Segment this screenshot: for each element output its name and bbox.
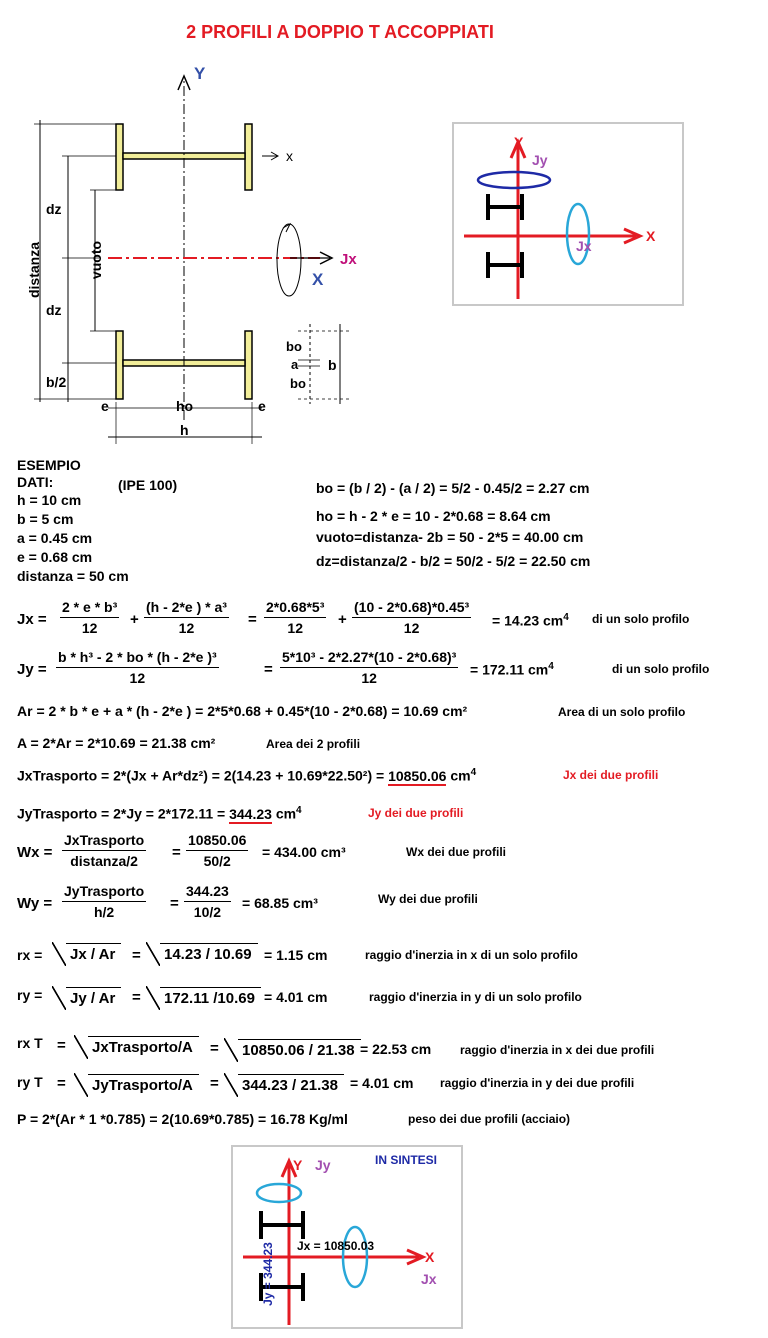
ry-sqrt-2: 172.11 /10.69 xyxy=(160,987,261,1007)
calc-ho: ho = h - 2 * e = 10 - 2*0.68 = 8.64 cm xyxy=(316,508,551,524)
jx-formula-label: Jx = xyxy=(17,611,47,628)
jyt-note: Jy dei due profili xyxy=(368,806,464,820)
jxt-formula: JxTrasporto = 2*(Jx + Ar*dz²) = 2(14.23 + 10.69*22.50²) = 10850.06 $cm^4$ xyxy=(17,767,477,784)
y-axis-label: Y xyxy=(194,64,206,83)
inset-jx-label: Jx xyxy=(576,238,592,254)
top-profile-flange-left xyxy=(116,124,123,190)
b-label: b xyxy=(328,357,337,373)
top-profile-flange-right xyxy=(245,124,252,190)
jx-result: = 14.23 $cm^4$ xyxy=(492,612,569,629)
summary-heading: IN SINTESI xyxy=(375,1153,438,1167)
summary-y-label: Y xyxy=(293,1157,303,1173)
summary-jy-label: Jy xyxy=(315,1157,331,1173)
ry-note: raggio d'inerzia in y di un solo profilo xyxy=(369,990,582,1004)
rxt-result: = 22.53 cm xyxy=(360,1041,432,1057)
calc-dz: dz=distanza/2 - b/2 = 50/2 - 5/2 = 22.50 cm xyxy=(316,553,591,569)
inset-jx-rotation-icon xyxy=(567,204,589,264)
ryt-result: = 4.01 cm xyxy=(350,1075,414,1091)
jy-formula-label: Jy = xyxy=(17,661,47,678)
jx-fraction-3: $\frac{\text{2*0.68*5³}}{12}$ xyxy=(266,599,325,636)
rx-result: = 1.15 cm xyxy=(264,947,328,963)
h-label: h xyxy=(180,422,189,438)
summary-x-label: X xyxy=(425,1249,435,1265)
wx-fraction-1: JxTrasporto distanza/2 xyxy=(64,832,145,869)
bo-top-label: bo xyxy=(286,339,302,354)
summary-jx-value: Jx = 10850.03 xyxy=(297,1239,375,1253)
e-right-label: e xyxy=(258,398,266,414)
rxt-sqrt-1: JxTrasporto/A xyxy=(88,1036,199,1056)
p-note: peso dei due profili (acciaio) xyxy=(408,1112,571,1126)
dati-heading: DATI: xyxy=(17,474,54,490)
rx-formula-label: rx = xyxy=(17,947,43,963)
wx-note: Wx dei due profili xyxy=(406,845,507,859)
distanza-label: distanza xyxy=(26,242,42,299)
ar-formula: Ar = 2 * b * e + a * (h - 2*e ) = 2*5*0.68 + 0.45*(10 - 2*0.68) = 10.69 cm² xyxy=(17,703,468,719)
wx-fraction-2: $\frac{10850.06}{50/2}$ xyxy=(188,832,247,869)
wy-formula-label: Wy = xyxy=(17,895,53,912)
a-formula: A = 2*Ar = 2*10.69 = 21.38 cm² xyxy=(17,735,216,751)
jx-fraction-2: $\frac{\text{(h - 2*e ) * a³}}{12}$ xyxy=(146,599,227,636)
ry-formula-label: ry = xyxy=(17,987,43,1003)
inset-jy-label: Jy xyxy=(532,152,548,168)
ho-label: ho xyxy=(176,398,194,414)
data-b: b = 5 cm xyxy=(17,511,74,527)
jx-note: di un solo profilo xyxy=(592,612,690,626)
jx-label: Jx xyxy=(340,251,357,268)
axes-inset xyxy=(452,122,684,306)
wy-fraction-2: $\frac{344.23}{10/2}$ xyxy=(186,883,229,920)
ryt-note: raggio d'inerzia in y dei due profili xyxy=(440,1076,635,1090)
jy-result: = 172.11 $cm^4$ xyxy=(470,661,554,678)
summary-jy-rotation-icon xyxy=(257,1184,301,1202)
bottom-profile-flange-right xyxy=(245,331,252,399)
summary-inset xyxy=(231,1145,463,1329)
jy-note: di un solo profilo xyxy=(612,662,710,676)
rxt-sqrt-2: 10850.06 / 21.38 xyxy=(238,1039,361,1059)
wy-fraction-1: JyTrasporto h/2 xyxy=(64,883,145,920)
a-label: a xyxy=(291,357,299,372)
jy-fraction-1: $\frac{\text{b * h³ - 2 * bo * (h - 2*e )³}}{12}$ xyxy=(58,649,217,686)
rxt-formula-label: rx T xyxy=(17,1035,43,1051)
jx-fraction-1: $\frac{\text{2 * e * b³}}{12}$ xyxy=(62,599,118,636)
wy-note: Wy dei due profili xyxy=(378,892,478,906)
rx-sqrt-2: 14.23 / 10.69 xyxy=(160,943,258,963)
rx-note: raggio d'inerzia in x di un solo profilo xyxy=(365,948,578,962)
x-small-label: x xyxy=(286,148,293,164)
p-formula: P = 2*(Ar * 1 *0.785) = 2(10.69*0.785) = 16.78 Kg/ml xyxy=(17,1111,348,1127)
inset-jy-rotation-icon xyxy=(478,172,550,188)
inset-x-label: X xyxy=(646,228,656,244)
rx-sqrt-1: Jx / Ar xyxy=(66,943,121,963)
wx-result: = 434.00 cm³ xyxy=(262,844,346,860)
ry-sqrt-1: Jy / Ar xyxy=(66,987,121,1007)
bottom-profile-flange-left xyxy=(116,331,123,399)
inset-y-label: Y xyxy=(514,134,524,150)
jy-fraction-2: $\frac{\text{5*10³ - 2*2.27*(10 - 2*0.68)³}}{12}$ xyxy=(282,649,457,686)
ryt-sqrt-1: JyTrasporto/A xyxy=(88,1074,199,1094)
summary-jx-label: Jx xyxy=(421,1271,437,1287)
calc-vuoto: vuoto=distanza- 2b = 50 - 2*5 = 40.00 cm xyxy=(316,529,584,545)
dz-bottom-label: dz xyxy=(46,302,62,318)
data-h: h = 10 cm xyxy=(17,492,82,508)
data-distanza: distanza = 50 cm xyxy=(17,568,129,584)
profile-name: (IPE 100) xyxy=(118,477,178,493)
b-half-label: b/2 xyxy=(46,374,67,390)
data-a: a = 0.45 cm xyxy=(17,530,93,546)
x-axis-label: X xyxy=(312,270,324,289)
wy-result: = 68.85 cm³ xyxy=(242,895,318,911)
ryt-sqrt-2: 344.23 / 21.38 xyxy=(238,1074,344,1094)
ar-note: Area di un solo profilo xyxy=(558,705,686,719)
e-left-label: e xyxy=(101,398,109,414)
jx-rotation-icon xyxy=(277,224,301,296)
ry-result: = 4.01 cm xyxy=(264,989,328,1005)
page-title: 2 PROFILI A DOPPIO T ACCOPPIATI xyxy=(186,22,494,42)
rxt-note: raggio d'inerzia in x dei due profili xyxy=(460,1043,655,1057)
bo-bottom-label: bo xyxy=(290,376,306,391)
summary-jy-value: Jy = 344.23 xyxy=(261,1242,275,1306)
jxt-note: Jx dei due profili xyxy=(563,768,659,782)
calc-bo: bo = (b / 2) - (a / 2) = 5/2 - 0.45/2 = 2.27 cm xyxy=(316,480,590,496)
ryt-formula-label: ry T xyxy=(17,1074,43,1090)
dz-top-label: dz xyxy=(46,201,62,217)
data-e: e = 0.68 cm xyxy=(17,549,93,565)
a-note: Area dei 2 profili xyxy=(266,737,361,751)
jx-fraction-4: $\frac{\text{(10 - 2*0.68)*0.45³}}{12}$ xyxy=(354,599,470,636)
example-heading: ESEMPIO xyxy=(17,457,81,473)
vuoto-label: vuoto xyxy=(88,240,104,280)
wx-formula-label: Wx = xyxy=(17,844,53,861)
jyt-formula: JyTrasporto = 2*Jy = 2*172.11 = 344.23 $cm^4$ xyxy=(17,805,302,822)
